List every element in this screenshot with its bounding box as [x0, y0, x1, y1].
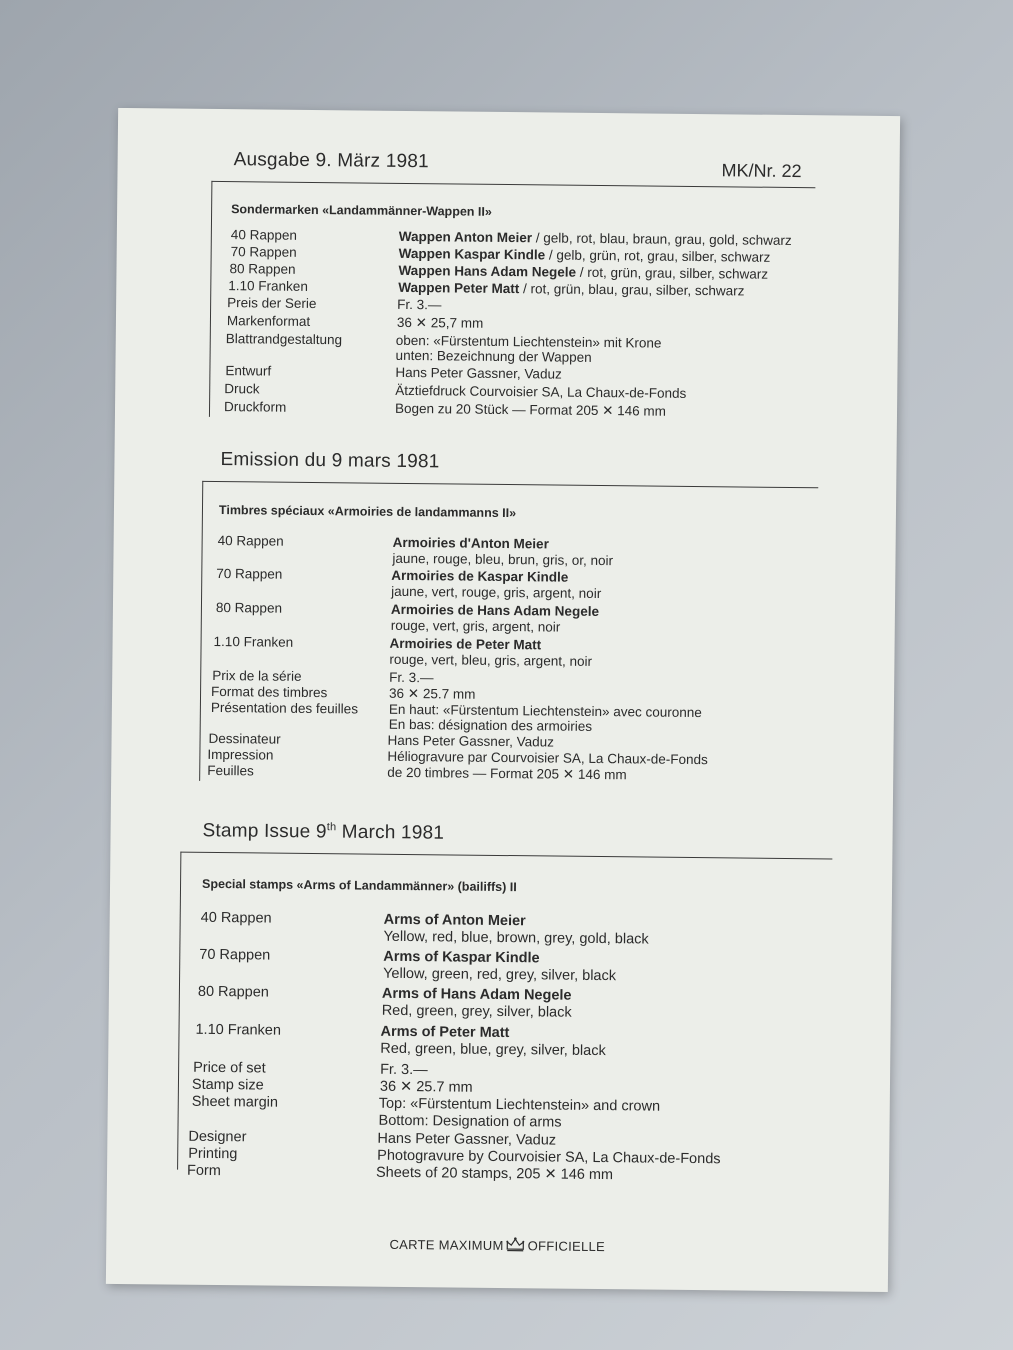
detail-label: Entwurf	[225, 363, 272, 379]
stamp-name: Wappen Peter Matt	[398, 279, 520, 297]
stamp-name: Arms of Kaspar Kindle	[383, 948, 540, 967]
english-header-sup: th	[326, 821, 337, 834]
detail-value-2: Bottom: Designation of arms	[378, 1112, 562, 1131]
stamp-name: Armoiries de Hans Adam Negele	[390, 601, 600, 620]
german-section-title: Sondermarken «Landammänner-Wappen II»	[231, 202, 492, 219]
card-footer	[106, 1232, 888, 1259]
detail-label: Feuilles	[207, 762, 254, 779]
stamp-value: 70 Rappen	[216, 565, 283, 582]
detail-label: Stamp size	[191, 1076, 264, 1094]
stamp-colors: jaune, rouge, bleu, brun, gris, or, noir	[392, 550, 614, 569]
stamp-colors: / gelb, grün, rot, grau, silber, schwarz	[545, 247, 771, 265]
detail-value: Bogen zu 20 Stück — Format 205 ✕ 146 mm	[394, 400, 667, 419]
detail-value: de 20 timbres — Format 205 ✕ 146 mm	[387, 764, 627, 783]
detail-label: Price of set	[193, 1059, 266, 1077]
detail-label: Druck	[224, 381, 260, 397]
stamp-colors: Red, green, blue, grey, silver, black	[380, 1040, 606, 1060]
stamp-value: 80 Rappen	[215, 599, 283, 616]
stamp-name: Armoiries d'Anton Meier	[392, 534, 549, 552]
stamp-name: Wappen Kaspar Kindle	[398, 245, 546, 263]
french-rule-top	[202, 481, 818, 488]
detail-value: Fr. 3.—	[397, 296, 442, 313]
footer-right-text: OFFICIELLE	[527, 1238, 606, 1255]
detail-value: 36 ✕ 25,7 mm	[396, 314, 484, 331]
detail-value: Top: «Fürstentum Liechtenstein» and crown	[378, 1095, 661, 1115]
stamp-colors: / rot, grün, grau, silber, schwarz	[575, 264, 769, 282]
french-rule-left	[199, 481, 203, 781]
english-rule-left	[177, 852, 181, 1170]
detail-label: Blattrandgestaltung	[225, 331, 343, 348]
detail-value-2: En bas: désignation des armoiries	[388, 716, 593, 734]
german-header: Ausgabe 9. März 1981	[233, 149, 429, 173]
detail-label: Form	[186, 1162, 221, 1180]
detail-value: En haut: «Fürstentum Liechtenstein» avec couronne	[388, 701, 702, 721]
french-section-title: Timbres spéciaux «Armoiries de landammanns II»	[218, 503, 517, 521]
detail-label: Dessinateur	[208, 730, 281, 747]
detail-label: Sheet margin	[191, 1093, 279, 1111]
detail-value: Hans Peter Gassner, Vaduz	[387, 732, 554, 750]
detail-value: Hans Peter Gassner, Vaduz	[395, 364, 562, 382]
detail-value: Fr. 3.—	[389, 669, 434, 686]
detail-label: Format des timbres	[210, 683, 328, 701]
detail-value: Sheets of 20 stamps, 205 ✕ 146 mm	[375, 1164, 614, 1184]
french-header: Emission du 9 mars 1981	[220, 449, 440, 473]
stamp-colors: Red, green, grey, silver, black	[381, 1002, 572, 1021]
english-header-rest: March 1981	[336, 821, 445, 844]
stamp-value: 1.10 Franken	[213, 633, 294, 650]
german-rule-left	[209, 181, 212, 417]
stamp-colors: rouge, vert, bleu, gris, argent, noir	[389, 651, 593, 669]
crown-icon	[506, 1236, 526, 1255]
stamp-value: 70 Rappen	[230, 244, 297, 260]
maximum-card	[106, 108, 900, 1292]
detail-label: Prix de la série	[212, 667, 302, 684]
stamp-value: 40 Rappen	[217, 533, 284, 549]
detail-label: Présentation des feuilles	[210, 699, 359, 717]
detail-label: Impression	[207, 746, 274, 763]
detail-label: Designer	[188, 1128, 247, 1146]
detail-value-2: unten: Bezeichnung der Wappen	[395, 347, 592, 365]
stamp-value: 1.10 Franken	[228, 278, 308, 294]
stamp-colors: Yellow, green, red, grey, silver, black	[383, 965, 617, 985]
stamp-value: 40 Rappen	[230, 227, 297, 243]
detail-value: oben: «Fürstentum Liechtenstein» mit Krone	[395, 332, 662, 351]
stamp-value: 70 Rappen	[199, 946, 271, 964]
detail-label: Printing	[188, 1145, 238, 1163]
english-header-main: Stamp Issue 9	[202, 820, 327, 843]
stamp-name: Wappen Anton Meier	[398, 228, 533, 246]
detail-value: Héliogravure par Courvoisier SA, La Chaux-de-Fonds	[387, 748, 708, 768]
detail-value: Photogravure by Courvoisier SA, La Chaux-de-Fonds	[377, 1147, 721, 1168]
stamp-colors: jaune, vert, rouge, gris, argent, noir	[391, 583, 602, 602]
stamp-colors: Yellow, red, blue, brown, grey, gold, black	[383, 928, 649, 948]
stamp-name: Armoiries de Kaspar Kindle	[391, 567, 569, 585]
detail-label: Markenformat	[226, 313, 311, 329]
stamp-value: 40 Rappen	[200, 909, 272, 927]
detail-value: Ätztiefdruck Courvoisier SA, La Chaux-de-Fonds	[395, 382, 687, 401]
stamp-name: Arms of Peter Matt	[380, 1023, 510, 1042]
stamp-name: Armoiries de Peter Matt	[389, 635, 542, 653]
stamp-name: Arms of Anton Meier	[383, 911, 526, 930]
german-rule-top	[211, 181, 815, 188]
detail-label: Druckform	[223, 399, 287, 415]
detail-label: Preis der Serie	[227, 295, 317, 312]
stamp-value: 80 Rappen	[229, 261, 296, 277]
stamp-colors: / gelb, rot, blau, braun, grau, gold, schwarz	[532, 230, 792, 248]
detail-value: Fr. 3.—	[380, 1061, 428, 1079]
stamp-colors: rouge, vert, gris, argent, noir	[390, 617, 561, 635]
english-rule-top	[180, 852, 832, 860]
detail-value: 36 ✕ 25.7 mm	[388, 685, 476, 702]
detail-value: Hans Peter Gassner, Vaduz	[377, 1130, 557, 1149]
stamp-name: Arms of Hans Adam Negele	[381, 985, 572, 1004]
footer-left-text: CARTE MAXIMUM	[389, 1236, 504, 1254]
stamp-value: 80 Rappen	[197, 983, 269, 1001]
stamp-value: 1.10 Franken	[195, 1021, 282, 1039]
stamp-colors: / rot, grün, blau, grau, silber, schwarz	[519, 281, 745, 299]
english-header	[202, 820, 444, 845]
english-section-title: Special stamps «Arms of Landammänner» (bailiffs) II	[201, 876, 517, 895]
card-number: MK/Nr. 22	[721, 160, 802, 182]
stamp-name: Wappen Hans Adam Negele	[398, 262, 577, 280]
detail-value: 36 ✕ 25.7 mm	[379, 1078, 473, 1096]
